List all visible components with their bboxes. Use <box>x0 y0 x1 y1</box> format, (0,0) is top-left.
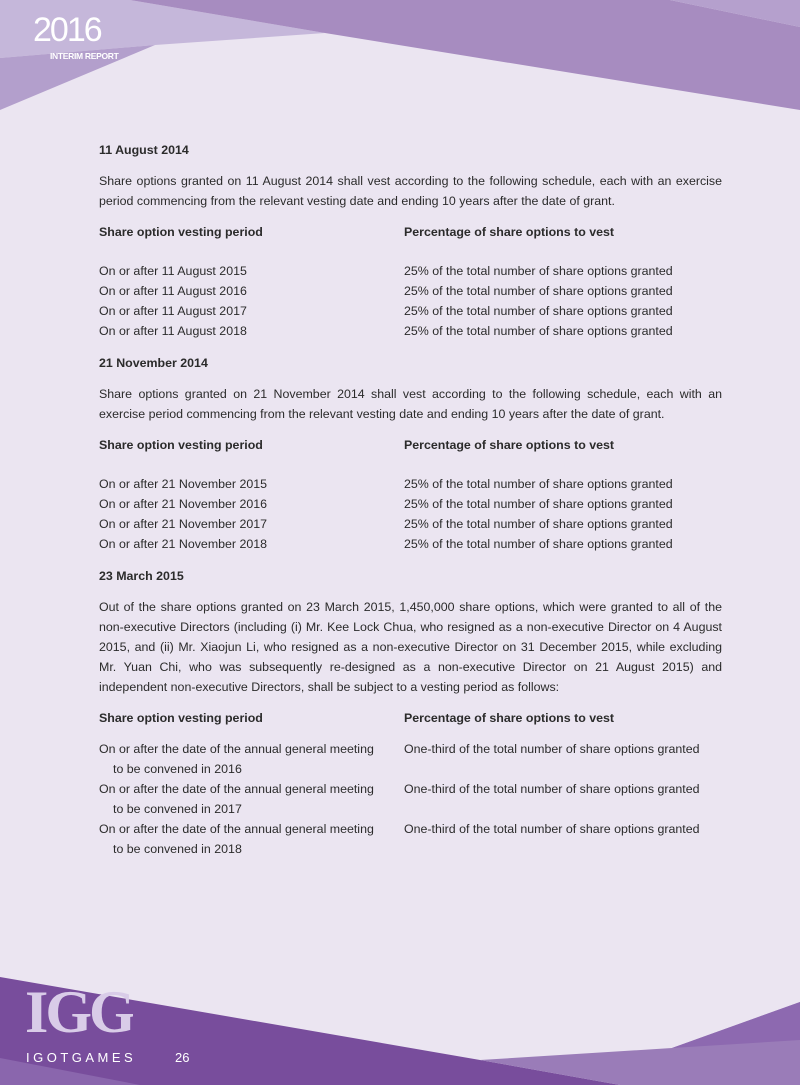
table-row <box>99 321 722 341</box>
cell-percentage: 25% of the total number of share options granted <box>404 517 673 531</box>
cell-period: On or after 21 November 2017 <box>99 517 268 531</box>
cell-period: On or after 11 August 2018 <box>99 324 247 338</box>
section-intro: Out of the share options granted on 23 March 2015, 1,450,000 share options, which were granted to all of the non-executive Directors (including (i) Mr. Kee Lock Chua, who resigned as a non-executive Director on 4 August 2015, and (ii) Mr. Xiaojun Li, who resigned as a non-executive Director on 31 December 2015, while excluding Mr. Yuan Chi, who was subsequently re-designed as a non-executive Director on 21 August 2015) and independent non-executive Directors, shall be subject to a vesting period as follows: <box>99 600 722 694</box>
col-header-period: Share option vesting period <box>99 711 263 725</box>
cell-period: On or after 11 August 2016 <box>99 284 247 298</box>
section-intro: Share options granted on 21 November 2014 shall vest according to the following schedule, each with an exercise period commencing from the relevant vesting date and ending 10 years after the date of grant. <box>99 387 722 421</box>
brand-tagline: IGOTGAMES <box>26 1050 137 1065</box>
table-row <box>99 494 722 514</box>
section-nov-2014 <box>99 353 722 554</box>
cell-period: On or after 21 November 2016 <box>99 497 268 511</box>
section-title: 11 August 2014 <box>99 143 189 157</box>
table-row <box>99 261 722 281</box>
cell-period-cont: to be convened in 2017 <box>113 802 242 816</box>
table-row <box>99 474 722 494</box>
section-title: 23 March 2015 <box>99 569 184 583</box>
main-content <box>99 140 722 871</box>
section-title: 21 November 2014 <box>99 356 208 370</box>
table-row <box>99 779 722 819</box>
cell-percentage: 25% of the total number of share options granted <box>404 477 673 491</box>
section-aug-2014 <box>99 140 722 341</box>
igg-logo: IGG <box>25 982 133 1042</box>
section-intro: Share options granted on 11 August 2014 shall vest according to the following schedule, each with an exercise period commencing from the relevant vesting date and ending 10 years after the date of grant. <box>99 174 722 208</box>
cell-period: On or after 11 August 2017 <box>99 304 247 318</box>
cell-period-cont: to be convened in 2018 <box>113 842 242 856</box>
cell-percentage: 25% of the total number of share options granted <box>404 324 673 338</box>
cell-period: On or after 21 November 2018 <box>99 537 268 551</box>
page-number: 26 <box>175 1050 190 1065</box>
table-row <box>99 819 722 859</box>
col-header-period: Share option vesting period <box>99 438 263 452</box>
table-row <box>99 514 722 534</box>
cell-period: On or after the date of the annual general meeting <box>99 822 374 836</box>
cell-percentage: One-third of the total number of share options granted <box>404 822 700 836</box>
cell-percentage: One-third of the total number of share options granted <box>404 782 700 796</box>
section-mar-2015 <box>99 566 722 859</box>
cell-percentage: 25% of the total number of share options granted <box>404 264 673 278</box>
table-row <box>99 301 722 321</box>
table-row <box>99 739 722 779</box>
col-header-percentage: Percentage of share options to vest <box>404 438 615 452</box>
cell-period-cont: to be convened in 2016 <box>113 762 242 776</box>
report-subtitle: INTERIM REPORT <box>50 51 119 61</box>
table-row <box>99 534 722 554</box>
table-header <box>99 435 722 455</box>
col-header-period: Share option vesting period <box>99 225 263 239</box>
col-header-percentage: Percentage of share options to vest <box>404 711 615 725</box>
cell-period: On or after 11 August 2015 <box>99 264 247 278</box>
cell-period: On or after 21 November 2015 <box>99 477 268 491</box>
cell-percentage: One-third of the total number of share options granted <box>404 742 700 756</box>
cell-percentage: 25% of the total number of share options granted <box>404 497 673 511</box>
report-year-logo: 2016 <box>33 11 101 49</box>
cell-period: On or after the date of the annual general meeting <box>99 782 374 796</box>
cell-percentage: 25% of the total number of share options granted <box>404 284 673 298</box>
table-row <box>99 281 722 301</box>
table-header <box>99 222 722 242</box>
col-header-percentage: Percentage of share options to vest <box>404 225 615 239</box>
cell-percentage: 25% of the total number of share options granted <box>404 537 673 551</box>
cell-period: On or after the date of the annual general meeting <box>99 742 374 756</box>
cell-percentage: 25% of the total number of share options granted <box>404 304 673 318</box>
table-header <box>99 708 722 728</box>
